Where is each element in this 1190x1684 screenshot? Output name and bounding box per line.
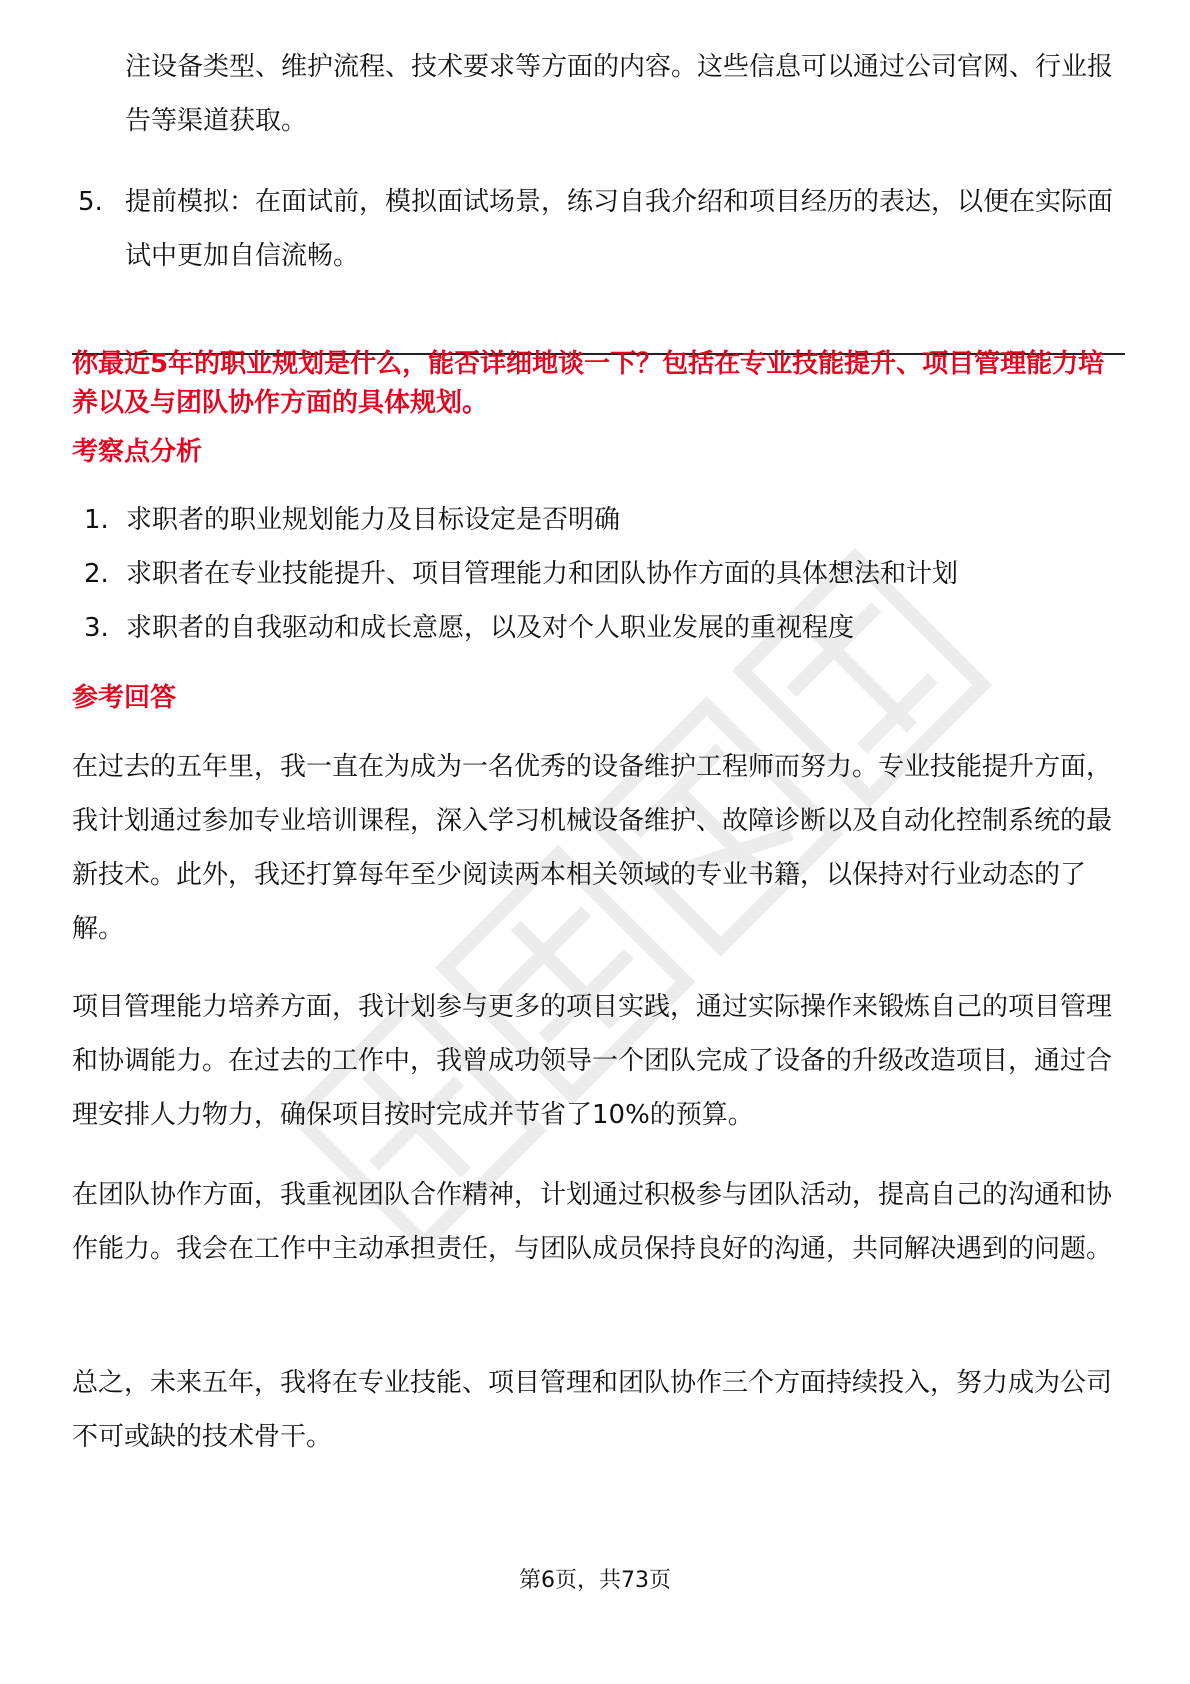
intro-continuation: 注设备类型、维护流程、技术要求等方面的内容。这些信息可以通过公司官网、行业报告等渠道获取。 xyxy=(125,52,1114,136)
list-text: 求职者的自我驱动和成长意愿，以及对个人职业发展的重视程度 xyxy=(126,613,855,643)
page-number: 第6页，共73页 xyxy=(519,1568,671,1593)
question-heading: 你最近5年的职业规划是什么，能否详细地谈一下？包括在专业技能提升、项目管理能力培养以及与团队协作方面的具体规划。 xyxy=(72,349,1105,418)
list-text: 求职者在专业技能提升、项目管理能力和团队协作方面的具体想法和计划 xyxy=(126,559,959,589)
list-item xyxy=(84,547,1124,601)
list-number: 5. xyxy=(78,187,103,217)
list-item xyxy=(84,601,1124,655)
list-text: 提前模拟：在面试前，模拟面试场景，练习自我介绍和项目经历的表达，以便在实际面试中更加自信流畅。 xyxy=(125,187,1114,271)
list-number: 3. xyxy=(84,613,109,643)
answer-paragraph: 项目管理能力培养方面，我计划参与更多的项目实践，通过实际操作来锻炼自己的项目管理和协调能力。在过去的工作中，我曾成功领导一个团队完成了设备的升级改造项目，通过合理安排人力物力，确保项目按时完成并节省了10%的预算。 xyxy=(72,992,1113,1130)
list-number: 2. xyxy=(84,559,109,589)
list-item xyxy=(78,175,1118,271)
answer-title: 参考回答 xyxy=(72,683,177,713)
list-number: 1. xyxy=(84,505,109,535)
answer-paragraph: 在团队协作方面，我重视团队合作精神，计划通过积极参与团队活动，提高自己的沟通和协作能力。我会在工作中主动承担责任，与团队成员保持良好的沟通，共同解决遇到的问题。 xyxy=(72,1180,1113,1264)
answer-paragraph: 在过去的五年里，我一直在为成为一名优秀的设备维护工程师而努力。专业技能提升方面，我计划通过参加专业培训课程，深入学习机械设备维护、故障诊断以及自动化控制系统的最新技术。此外，我还打算每年至少阅读两本相关领域的专业书籍，以保持对行业动态的了解。 xyxy=(72,752,1113,944)
answer-paragraph: 总之，未来五年，我将在专业技能、项目管理和团队协作三个方面持续投入，努力成为公司不可或缺的技术骨干。 xyxy=(72,1368,1113,1452)
analysis-title: 考察点分析 xyxy=(72,437,203,467)
list-text: 求职者的职业规划能力及目标设定是否明确 xyxy=(126,505,621,535)
list-item xyxy=(84,493,1124,547)
